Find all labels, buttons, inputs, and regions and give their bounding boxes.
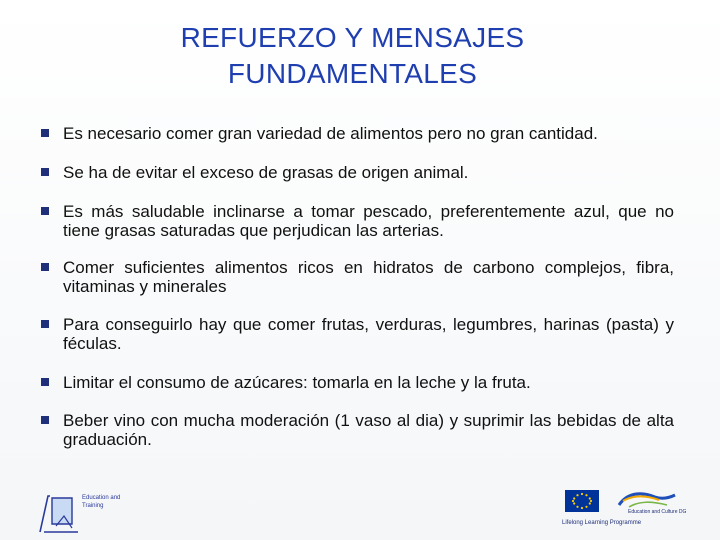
bullet-text: Es más saludable inclinarse a tomar pescado, preferentemente azul, que no tiene grasas saturadas que perjudican las arterias. — [63, 202, 674, 240]
title-line-1: REFUERZO Y MENSAJES — [180, 22, 525, 53]
bullet-item — [40, 163, 674, 182]
bullet-item — [40, 373, 674, 392]
bullet-list — [40, 124, 674, 449]
bullet-text: Es necesario comer gran variedad de alimentos pero no gran cantidad. — [63, 124, 598, 143]
square-bullet-icon — [41, 168, 49, 176]
bullet-text: Beber vino con mucha moderación (1 vaso al dia) y suprimir las bebidas de alta graduación. — [63, 411, 674, 449]
figure-stroke — [40, 496, 50, 532]
bullet-item — [40, 315, 674, 353]
left-logo-text: Education and Training — [82, 495, 121, 509]
bullet-item — [40, 258, 674, 296]
square-bullet-icon — [41, 320, 49, 328]
square-bullet-icon — [41, 416, 49, 424]
bullet-item — [40, 124, 674, 143]
bullet-text: Limitar el consumo de azúcares: tomarla en la leche y la fruta. — [63, 373, 531, 392]
bullet-item — [40, 202, 674, 240]
square-bullet-icon — [41, 263, 49, 271]
bullet-text: Se ha de evitar el exceso de grasas de origen animal. — [63, 163, 469, 182]
screen-frame — [52, 498, 72, 524]
square-bullet-icon — [41, 207, 49, 215]
right-logo-tagline: Lifelong Learning Programme — [562, 520, 642, 526]
bullet-text: Para conseguirlo hay que comer frutas, verduras, legumbres, harinas (pasta) y féculas. — [63, 315, 674, 353]
title-line-2: FUNDAMENTALES — [227, 58, 478, 89]
right-logo-caption: Education and Culture DG — [628, 509, 687, 515]
square-bullet-icon — [41, 378, 49, 386]
slide-title — [80, 20, 625, 92]
bullet-text: Comer suficientes alimentos ricos en hidratos de carbono complejos, fibra, vitaminas y minerales — [63, 258, 674, 296]
square-bullet-icon — [41, 129, 49, 137]
bullet-item — [40, 411, 674, 449]
llp-swoosh-green — [629, 502, 667, 507]
